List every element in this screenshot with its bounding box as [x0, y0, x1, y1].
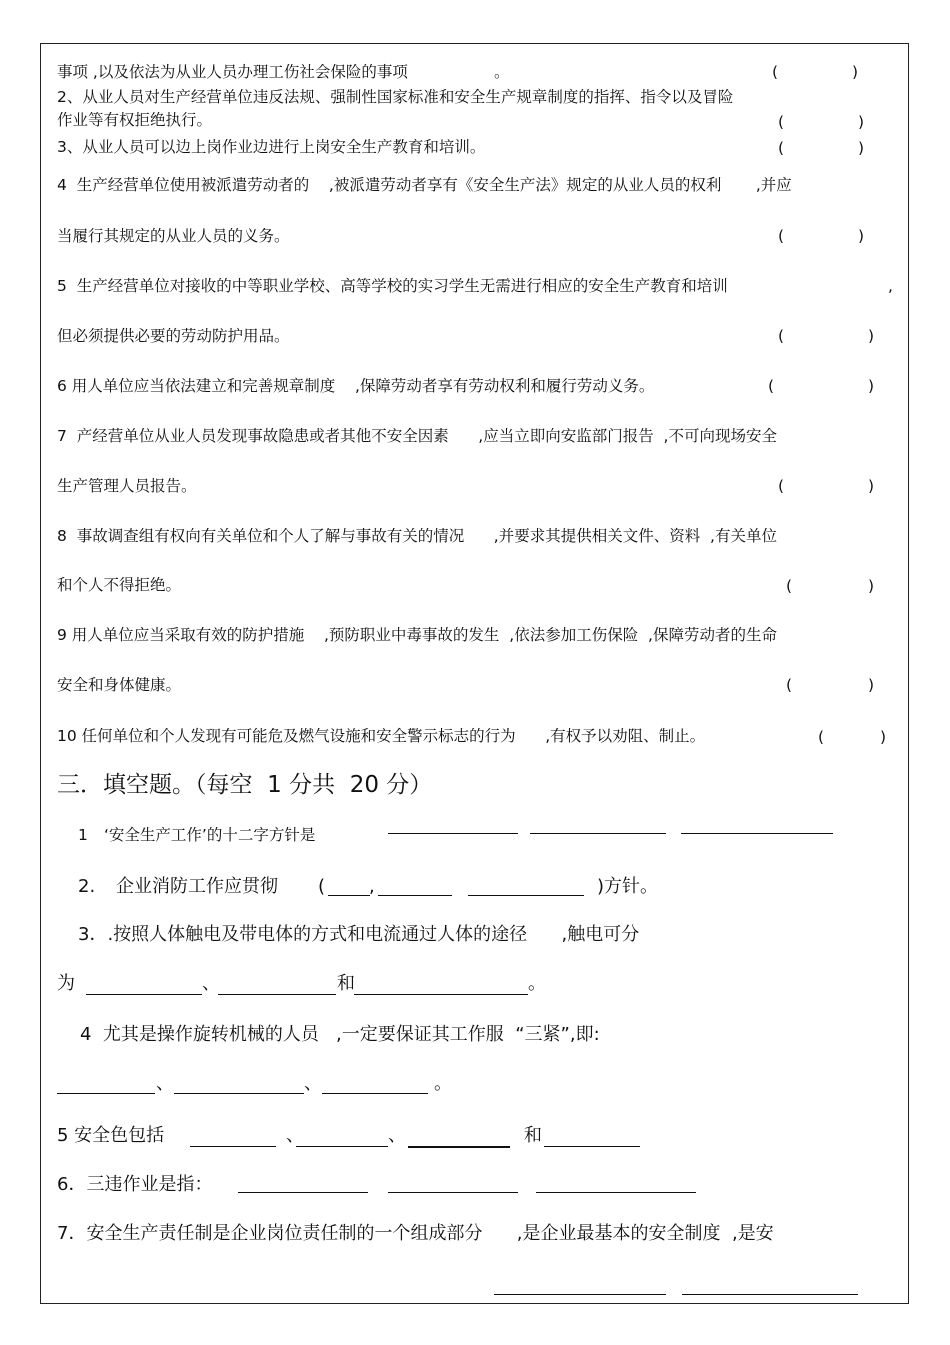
q5-blank-3[interactable] — [408, 1146, 510, 1148]
answer-paren-right-4: ) — [858, 227, 865, 245]
q4-line1: 4 尤其是操作旋转机械的人员 ,一定要保证其工作服 “三紧”,即: — [80, 1024, 600, 1045]
judgment-item-5-comma: , — [888, 277, 893, 295]
judgment-item-5-line1: 5 生产经营单位对接收的中等职业学校、高等学校的实习学生无需进行相应的安全生产教育和培训 — [57, 277, 728, 295]
answer-paren-right-2: ) — [858, 113, 865, 131]
judgment-item-8-line2: 和个人不得拒绝。 — [57, 576, 182, 594]
q2-close: )方针。 — [597, 876, 659, 897]
answer-paren-left-4: ( — [778, 227, 785, 245]
judgment-item-4-line1: 4 生产经营单位使用被派遣劳动者的 ,被派遣劳动者享有《安全生产法》规定的从业人员的权利 ,并应 — [57, 176, 792, 194]
answer-paren-left-2: ( — [778, 113, 785, 131]
q3-sep2: 和 — [337, 973, 355, 994]
judgment-item-9-line1: 9 用人单位应当采取有效的防护措施 ,预防职业中毒事故的发生 ,依法参加工伤保险 ,保障劳动者的生命 — [57, 626, 777, 644]
judgment-item-10-text: 10 任何单位和个人发现有可能危及燃气设施和安全警示标志的行为 ,有权予以劝阻、制止。 — [57, 727, 706, 745]
answer-paren-left-7: ( — [778, 477, 785, 495]
answer-paren-right-6: ) — [868, 377, 875, 395]
q5-sep1: 、 — [286, 1125, 304, 1146]
answer-paren-right-7: ) — [868, 477, 875, 495]
q4-end: 。 — [434, 1073, 452, 1094]
q3-line1: 3．.按照人体触电及带电体的方式和电流通过人体的途径 ,触电可分 — [78, 924, 640, 945]
q2-blank-2[interactable] — [468, 895, 584, 896]
judgment-item-5-line2: 但必须提供必要的劳动防护用品。 — [57, 327, 290, 345]
q4-sep2: 、 — [304, 1073, 322, 1094]
q5-blank-2[interactable] — [296, 1146, 388, 1147]
answer-paren-left-10: ( — [818, 728, 825, 746]
q5-sep3: 和 — [524, 1125, 542, 1146]
answer-paren-right-3: ) — [858, 139, 865, 157]
q6-blank-3[interactable] — [536, 1192, 696, 1193]
answer-paren-left-5: ( — [778, 327, 785, 345]
q3-line2: 为 — [57, 973, 75, 994]
answer-paren-left-9: ( — [786, 676, 793, 694]
q2-number: 2. — [78, 876, 96, 897]
judgment-item-6-text: 6 用人单位应当依法建立和完善规章制度 ,保障劳动者享有劳动权利和履行劳动义务。 — [57, 377, 655, 395]
answer-paren-right-10: ) — [880, 728, 887, 746]
q4-blank-2[interactable] — [174, 1093, 304, 1094]
q4-blank-3[interactable] — [322, 1093, 428, 1094]
q4-sep1: 、 — [156, 1073, 174, 1094]
q6-text: 6．三违作业是指： — [57, 1174, 213, 1195]
q5-blank-4[interactable] — [544, 1146, 640, 1147]
judgment-item-9-line2: 安全和身体健康。 — [57, 676, 182, 694]
q2-blank-1a[interactable] — [328, 895, 370, 896]
q3-blank-2[interactable] — [218, 994, 336, 995]
q1-text: ‘安全生产工作’的十二字方针是 — [104, 826, 316, 844]
judgment-item-3-text: 3、从业人员可以边上岗作业边进行上岗安全生产教育和培训。 — [57, 138, 486, 156]
q3-sep1: 、 — [202, 973, 220, 994]
q5-sep2: 、 — [388, 1125, 406, 1146]
q7-blank-2[interactable] — [682, 1294, 858, 1295]
section-title: 三．填空题。（每空 1 分共 20 分） — [57, 772, 433, 798]
q3-blank-1[interactable] — [86, 994, 202, 995]
judgment-item-1-text: 事项 ,以及依法为从业人员办理工伤社会保险的事项 — [57, 63, 408, 81]
judgment-item-2-line2: 作业等有权拒绝执行。 — [57, 111, 213, 129]
answer-paren-left-3: ( — [778, 139, 785, 157]
answer-paren-right-8: ) — [868, 577, 875, 595]
answer-paren-left-6: ( — [768, 377, 775, 395]
q7-blank-1[interactable] — [494, 1294, 666, 1295]
judgment-item-1-dot: 。 — [494, 63, 510, 81]
q2-comma: , — [369, 876, 375, 897]
judgment-item-2-line1: 2、从业人员对生产经营单位违反法规、强制性国家标准和安全生产规章制度的指挥、指令以及冒险 — [57, 88, 734, 106]
q3-end: 。 — [528, 973, 546, 994]
answer-paren-left-8: ( — [786, 577, 793, 595]
q3-blank-3[interactable] — [354, 994, 528, 995]
q4-blank-1[interactable] — [57, 1093, 155, 1094]
q2-open-paren: ( — [318, 876, 326, 897]
q1-number: 1 — [78, 826, 88, 844]
judgment-item-7-line2: 生产管理人员报告。 — [57, 477, 197, 495]
q6-blank-1[interactable] — [238, 1192, 368, 1193]
judgment-item-4-line2: 当履行其规定的从业人员的义务。 — [57, 227, 290, 245]
answer-paren-right-1: ) — [852, 63, 859, 81]
q1-blank-1[interactable] — [388, 833, 518, 834]
q5-text: 5 安全色包括 — [57, 1125, 165, 1146]
q2-blank-1b[interactable] — [378, 895, 452, 896]
q6-blank-2[interactable] — [388, 1192, 518, 1193]
answer-paren-right-9: ) — [868, 676, 875, 694]
q1-blank-2[interactable] — [530, 833, 666, 834]
q2-text: 企业消防工作应贯彻 — [116, 876, 278, 897]
judgment-item-8-line1: 8 事故调查组有权向有关单位和个人了解与事故有关的情况 ,并要求其提供相关文件、资料 ,有关单位 — [57, 527, 777, 545]
answer-paren-left-1: ( — [772, 63, 779, 81]
q5-blank-1[interactable] — [190, 1146, 276, 1147]
answer-paren-right-5: ) — [868, 327, 875, 345]
q7-line1: 7．安全生产责任制是企业岗位责任制的一个组成部分 ,是企业最基本的安全制度 ,是安 — [57, 1223, 774, 1244]
q1-blank-3[interactable] — [681, 833, 833, 834]
judgment-item-7-line1: 7 产经营单位从业人员发现事故隐患或者其他不安全因素 ,应当立即向安监部门报告 ,不可向现场安全 — [57, 427, 777, 445]
